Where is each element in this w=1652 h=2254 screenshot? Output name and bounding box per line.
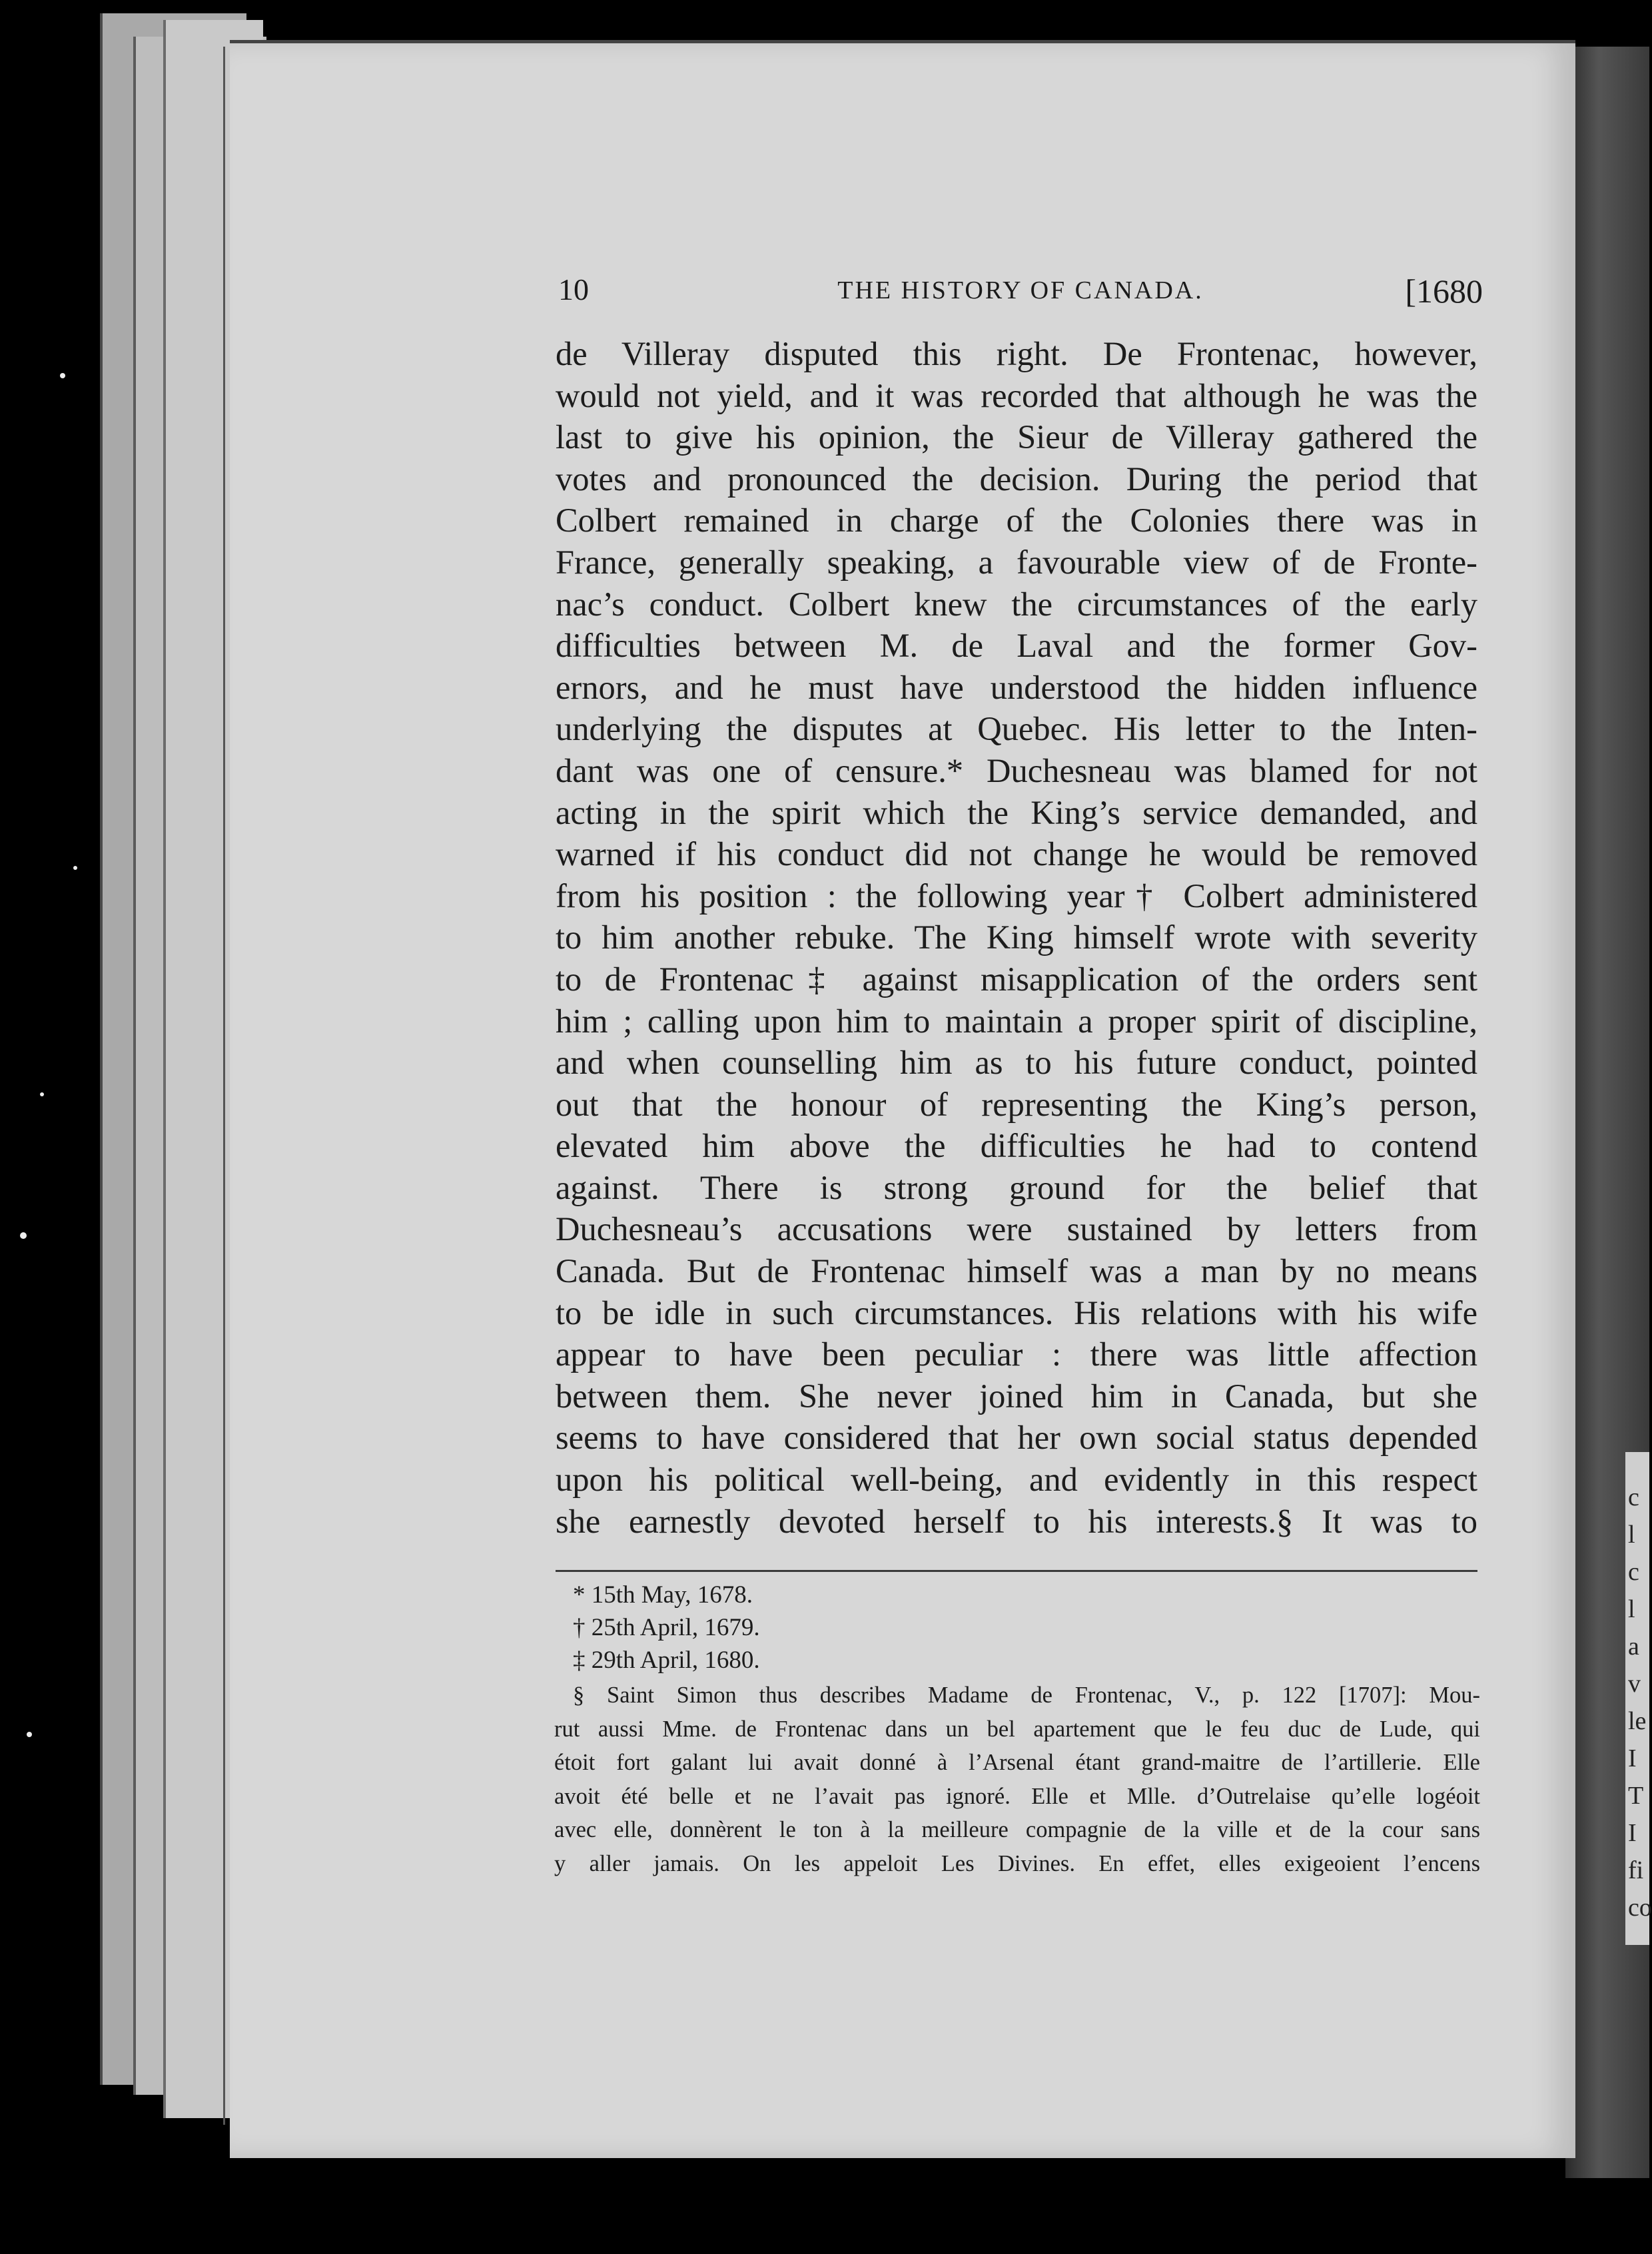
text-line: Duchesneau’s accusations were sustained by letters from xyxy=(556,1210,1477,1248)
page-edge-line xyxy=(163,20,166,2118)
next-page-char: T xyxy=(1628,1782,1644,1810)
text-line: ernors, and he must have understood the hidden influence xyxy=(556,668,1477,706)
footnote: † 25th April, 1679. xyxy=(573,1614,760,1641)
footnote-line: avoit été belle et ne l’avait pas ignoré. Elle et Mlle. d’Outrelaise qu’elle logéoit xyxy=(554,1783,1480,1809)
text-line: him ; calling upon him to maintain a proper spirit of discipline, xyxy=(556,1002,1477,1040)
body-text xyxy=(556,333,1477,1542)
scan-speck xyxy=(20,1232,27,1239)
footnote-line: étoit fort galant lui avait donné à l’Arsenal étant grand-maitre de l’artillerie. Elle xyxy=(554,1750,1480,1775)
text-line: France, generally speaking, a favourable view of de Fronte- xyxy=(556,543,1477,581)
text-line: from his position : the following year† Colbert administered xyxy=(556,877,1477,915)
footnote-line: y aller jamais. On les appeloit Les Divines. En effet, elles exigeoient l’encens xyxy=(554,1850,1480,1876)
header-year: [1680 xyxy=(1405,272,1483,310)
text-line: nac’s conduct. Colbert knew the circumstances of the early xyxy=(556,585,1477,623)
text-line: Canada. But de Frontenac himself was a man by no means xyxy=(556,1252,1477,1290)
next-page-char: c xyxy=(1628,1483,1639,1511)
next-page-char: co xyxy=(1628,1894,1652,1922)
text-line: out that the honour of representing the King’s person, xyxy=(556,1085,1477,1123)
next-page-char: l xyxy=(1628,1521,1635,1549)
text-line: and when counselling him as to his future conduct, pointed xyxy=(556,1044,1477,1082)
footnote-line: § Saint Simon thus describes Madame de Frontenac, V., p. 122 [1707]: Mou- xyxy=(573,1683,1480,1708)
page-top-edge xyxy=(230,40,1575,43)
next-page-char: I xyxy=(1628,1819,1637,1847)
text-line: appear to have been peculiar : there was little affection xyxy=(556,1335,1477,1373)
running-title: THE HISTORY OF CANADA. xyxy=(837,276,1204,304)
next-page-char: a xyxy=(1628,1633,1639,1661)
text-line: she earnestly devoted herself to his interests.§ It was to xyxy=(556,1502,1477,1540)
next-page-fragment xyxy=(1625,1452,1652,1945)
text-line: last to give his opinion, the Sieur de Villeray gathered the xyxy=(556,418,1477,456)
text-line: acting in the spirit which the King’s service demanded, and xyxy=(556,793,1477,831)
page-edge-line xyxy=(100,13,103,2085)
footnote: ‡ 29th April, 1680. xyxy=(573,1647,760,1674)
scan-speck xyxy=(60,373,65,378)
footnote-long xyxy=(554,1679,1480,1880)
scan-speck xyxy=(73,866,77,870)
footnote: * 15th May, 1678. xyxy=(573,1581,753,1609)
next-page-char: I xyxy=(1628,1744,1637,1772)
page-number: 10 xyxy=(558,272,589,306)
footnote-line: avec elle, donnèrent le ton à la meilleure compagnie de la ville et de la cour sans xyxy=(554,1817,1480,1842)
text-line: difficulties between M. de Laval and the former Gov- xyxy=(556,627,1477,665)
text-line: dant was one of censure.* Duchesneau was blamed for not xyxy=(556,751,1477,789)
next-page-char: fi xyxy=(1628,1856,1644,1884)
text-line: votes and pronounced the decision. During the period that xyxy=(556,460,1477,498)
next-page-char: c xyxy=(1628,1558,1639,1586)
text-line: seems to have considered that her own social status depended xyxy=(556,1419,1477,1457)
text-line: to him another rebuke. The King himself wrote with severity xyxy=(556,919,1477,956)
page-edge-line xyxy=(223,47,225,2125)
text-line: between them. She never joined him in Canada, but she xyxy=(556,1377,1477,1415)
text-line: de Villeray disputed this right. De Frontenac, however, xyxy=(556,335,1477,372)
scan-speck xyxy=(27,1732,32,1737)
text-line: against. There is strong ground for the belief that xyxy=(556,1168,1477,1206)
text-line: to de Frontenac‡ against misapplication of the orders sent xyxy=(556,960,1477,998)
page-header xyxy=(558,272,1483,318)
footnote-divider xyxy=(556,1570,1477,1572)
footnote-line: rut aussi Mme. de Frontenac dans un bel apartement que le feu duc de Lude, qui xyxy=(554,1716,1480,1742)
text-line: to be idle in such circumstances. His relations with his wife xyxy=(556,1294,1477,1331)
text-line: warned if his conduct did not change he would be removed xyxy=(556,835,1477,873)
text-line: elevated him above the difficulties he had to contend xyxy=(556,1127,1477,1165)
text-line: upon his political well-being, and evidently in this respect xyxy=(556,1461,1477,1499)
text-line: Colbert remained in charge of the Colonies there was in xyxy=(556,502,1477,540)
text-line: would not yield, and it was recorded that although he was the xyxy=(556,376,1477,414)
next-page-char: l xyxy=(1628,1595,1635,1623)
next-page-char: v xyxy=(1628,1670,1641,1698)
scan-speck xyxy=(40,1092,44,1096)
next-page-char: le xyxy=(1628,1707,1647,1735)
page-edge-line xyxy=(133,37,136,2095)
text-line: underlying the disputes at Quebec. His letter to the Inten- xyxy=(556,710,1477,748)
